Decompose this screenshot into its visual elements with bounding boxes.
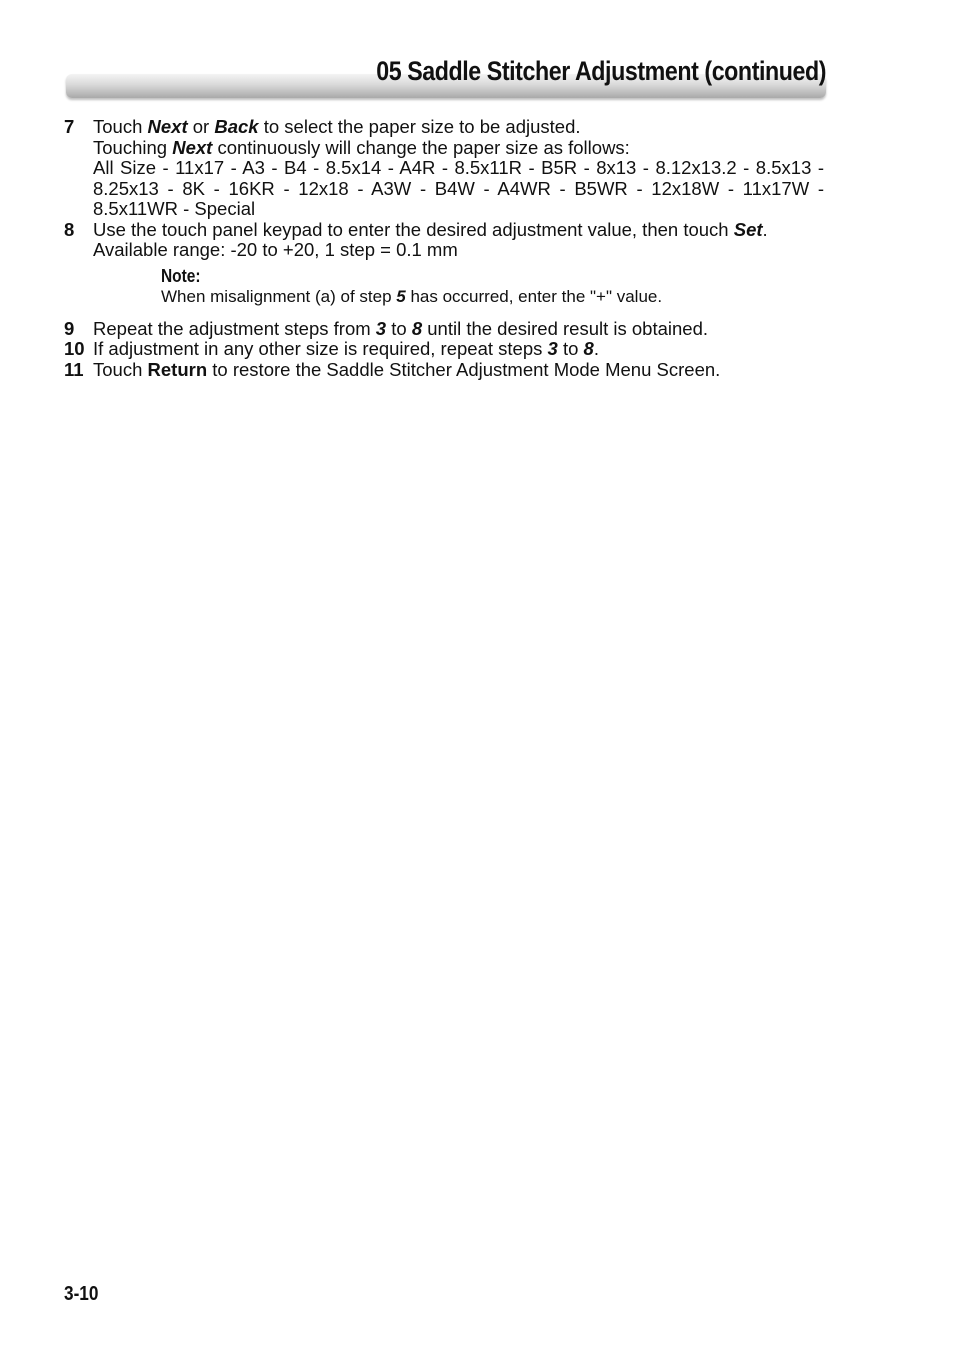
step-reference: 3 (547, 338, 558, 359)
note-label: Note: (161, 265, 201, 286)
key-next: Next (172, 136, 213, 158)
text-run: When misalignment (a) of step (161, 286, 397, 306)
text-run: . (593, 338, 599, 359)
text-run: to select the paper size to be adjusted. (258, 116, 581, 137)
step-line (93, 138, 824, 159)
step-number: 9 (64, 317, 75, 339)
step-number: 10 (64, 338, 85, 359)
step-body (93, 360, 824, 381)
key-next: Next (147, 116, 188, 137)
step-body (93, 117, 824, 220)
available-range: Available range: -20 to +20, 1 step = 0.1 mm (93, 239, 458, 260)
text-run: continuously will change the paper size as follows: (212, 136, 630, 158)
step-11 (64, 360, 824, 381)
step-reference: 8 (411, 317, 423, 339)
step-line (93, 220, 824, 241)
text-run: to (557, 338, 584, 359)
step-body (93, 319, 824, 340)
step-10 (64, 339, 824, 360)
key-back: Back (214, 116, 259, 137)
step-8 (64, 220, 824, 261)
step-reference: 3 (375, 317, 387, 339)
page-title: 05 Saddle Stitcher Adjustment (continued) (376, 56, 826, 86)
text-run: If adjustment in any other size is required, repeat steps (93, 338, 548, 359)
note-text (161, 287, 824, 307)
text-run: Touch (93, 116, 148, 137)
step-7 (64, 117, 824, 220)
paper-size-sequence: All Size - 11x17 - A3 - B4 - 8.5x14 - A4R - 8.5x11R - B5R - 8x13 - 8.12x13.2 - 8.5x13 - 8.25x13 - 8K - 16KR - 12x18 - A3W - B4W - A4WR - B5WR - 12x18W - 11x17W - 8.5x11WR - Special (93, 157, 824, 219)
text-run: to restore the Saddle Stitcher Adjustment Mode Menu Screen. (207, 358, 721, 380)
text-run: has occurred, enter the "+" value. (405, 286, 663, 306)
step-reference: 8 (583, 338, 594, 359)
page-number: 3-10 (64, 1283, 99, 1305)
text-run: Repeat the adjustment steps from (93, 317, 376, 339)
text-run: . (762, 218, 768, 240)
step-number: 7 (64, 116, 75, 137)
text-run: Use the touch panel keypad to enter the desired adjustment value, then touch (93, 218, 734, 240)
text-run: or (187, 116, 215, 137)
step-number: 11 (64, 358, 84, 380)
note-block (161, 265, 824, 307)
text-run: Touching (93, 136, 173, 158)
key-return: Return (147, 358, 208, 380)
step-body (93, 220, 824, 261)
text-run: to (386, 317, 412, 339)
step-line (93, 117, 824, 138)
procedure-content (64, 117, 824, 380)
text-run: until the desired result is obtained. (422, 317, 709, 339)
text-run: Touch (93, 358, 148, 380)
step-reference: 5 (396, 286, 406, 306)
step-number: 8 (64, 218, 75, 240)
key-set: Set (733, 218, 763, 240)
step-body (93, 339, 824, 360)
step-9 (64, 319, 824, 340)
